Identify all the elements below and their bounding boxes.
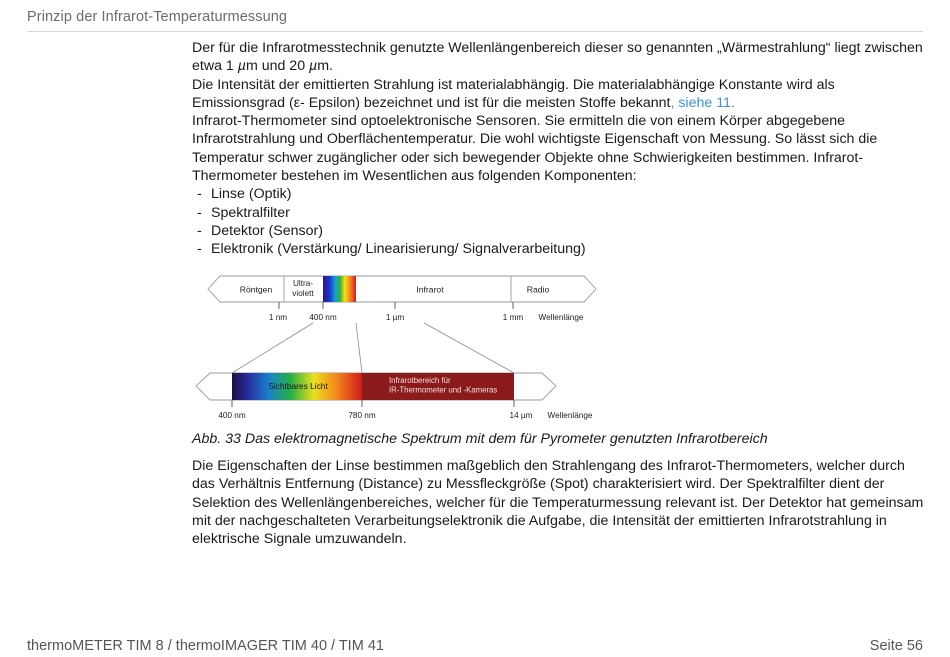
list-item: - Linse (Optik) bbox=[197, 186, 292, 203]
tick-label: 1 mm bbox=[502, 313, 524, 322]
tick-label: 1 µm bbox=[385, 313, 405, 322]
paragraph-thermometer: Infrarot-Thermometer sind optoelektronische Sensoren. Sie ermitteln die von einem Körper abgegebene Infrarotstrahlung und Oberflächentemperatur. Die wohl wichtigste Eigenschaft von Messung. So lässt sich die Temperatur schwer zugänglicher oder sich bewegender Objekte ohne Schwierigkeiten bestimmen. Infrarot-Thermometer bestehen im Wesentlichen aus folgenden Komponenten: bbox=[192, 113, 878, 185]
axis-label: Wellenlänge bbox=[538, 313, 584, 322]
bottom-spectrum-bar bbox=[196, 373, 556, 400]
body-text-lens bbox=[192, 457, 927, 548]
top-spectrum-bar bbox=[208, 276, 596, 302]
tick-label: 400 nm bbox=[218, 411, 246, 420]
band-label: Infrarot bbox=[416, 284, 444, 295]
list-item: - Elektronik (Verstärkung/ Linearisierung/ Signalverarbeitung) bbox=[197, 241, 586, 258]
list-item: - Detektor (Sensor) bbox=[197, 222, 323, 239]
header-divider bbox=[27, 31, 923, 32]
tick-label: 780 nm bbox=[348, 411, 376, 420]
band-label: Röntgen bbox=[239, 284, 273, 295]
body-text bbox=[192, 39, 924, 259]
ir-range-label: IR-Thermometer und -Kameras bbox=[389, 385, 498, 395]
page-number: Seite 56 bbox=[869, 638, 923, 654]
tick-label: 1 nm bbox=[268, 313, 288, 322]
running-head: Prinzip der Infrarot-Temperaturmessung bbox=[27, 9, 288, 25]
paragraph-emissivity: Die Intensität der emittierten Strahlung ist materialabhängig. Die materialabhängige Konstante wird als Emissionsgrad (ε- Epsilon) bezeichnet und ist für die meisten Stoffe bekannt, siehe 11. bbox=[192, 76, 835, 111]
ir-range-label: Infrarotbereich für bbox=[389, 376, 451, 385]
list-item: - Spektralfilter bbox=[197, 204, 290, 221]
tick-label: 14 µm bbox=[509, 411, 533, 420]
top-axis bbox=[279, 302, 513, 309]
visible-light-label: Sichtbares Licht bbox=[268, 381, 328, 391]
band-label: Radio bbox=[526, 284, 550, 295]
bottom-axis bbox=[232, 400, 514, 407]
band-label: violett bbox=[292, 289, 314, 298]
mu-symbol: µ bbox=[309, 58, 318, 75]
component-list bbox=[192, 185, 924, 258]
band-label: Ultra- bbox=[292, 279, 314, 288]
paragraph-wavelength: Der für die Infrarotmesstechnik genutzte Wellenlängenbereich dieser so genannten „Wärmestrahlung“ liegt zwischen etwa 1 µm und 20 µm. bbox=[192, 40, 923, 75]
figure-caption: Abb. 33 Das elektromagnetische Spektrum mit dem für Pyrometer genutzten Infrarotbereich bbox=[192, 431, 768, 447]
zoom-connectors bbox=[232, 323, 514, 373]
paragraph-lens: Die Eigenschaften der Linse bestimmen maßgeblich den Strahlengang des Infrarot-Thermometers, welcher durch das Verhältnis Entfernung (Distance) zu Messfleckgröße (Spot) charakterisiert wird. Der Spektralfilter dient der Selektion des Wellenlängenbereiches, welcher für die Temperaturmessung relevant ist. Der Detektor hat gemeinsam mit der nachgeschalteten Verarbeitungselektronik die Aufgabe, die Intensität der emittierten Infrarotstrahlung in elektrische Signale umzuwandeln. bbox=[192, 458, 924, 548]
axis-label: Wellenlänge bbox=[547, 411, 593, 420]
mu-symbol: µ bbox=[237, 58, 246, 75]
spectrum-figure bbox=[192, 268, 622, 424]
footer-product: thermoMETER TIM 8 / thermoIMAGER TIM 40 / TIM 41 bbox=[27, 638, 384, 654]
cross-reference-link[interactable]: , siehe 11. bbox=[670, 94, 735, 111]
tick-label: 400 nm bbox=[309, 313, 337, 322]
